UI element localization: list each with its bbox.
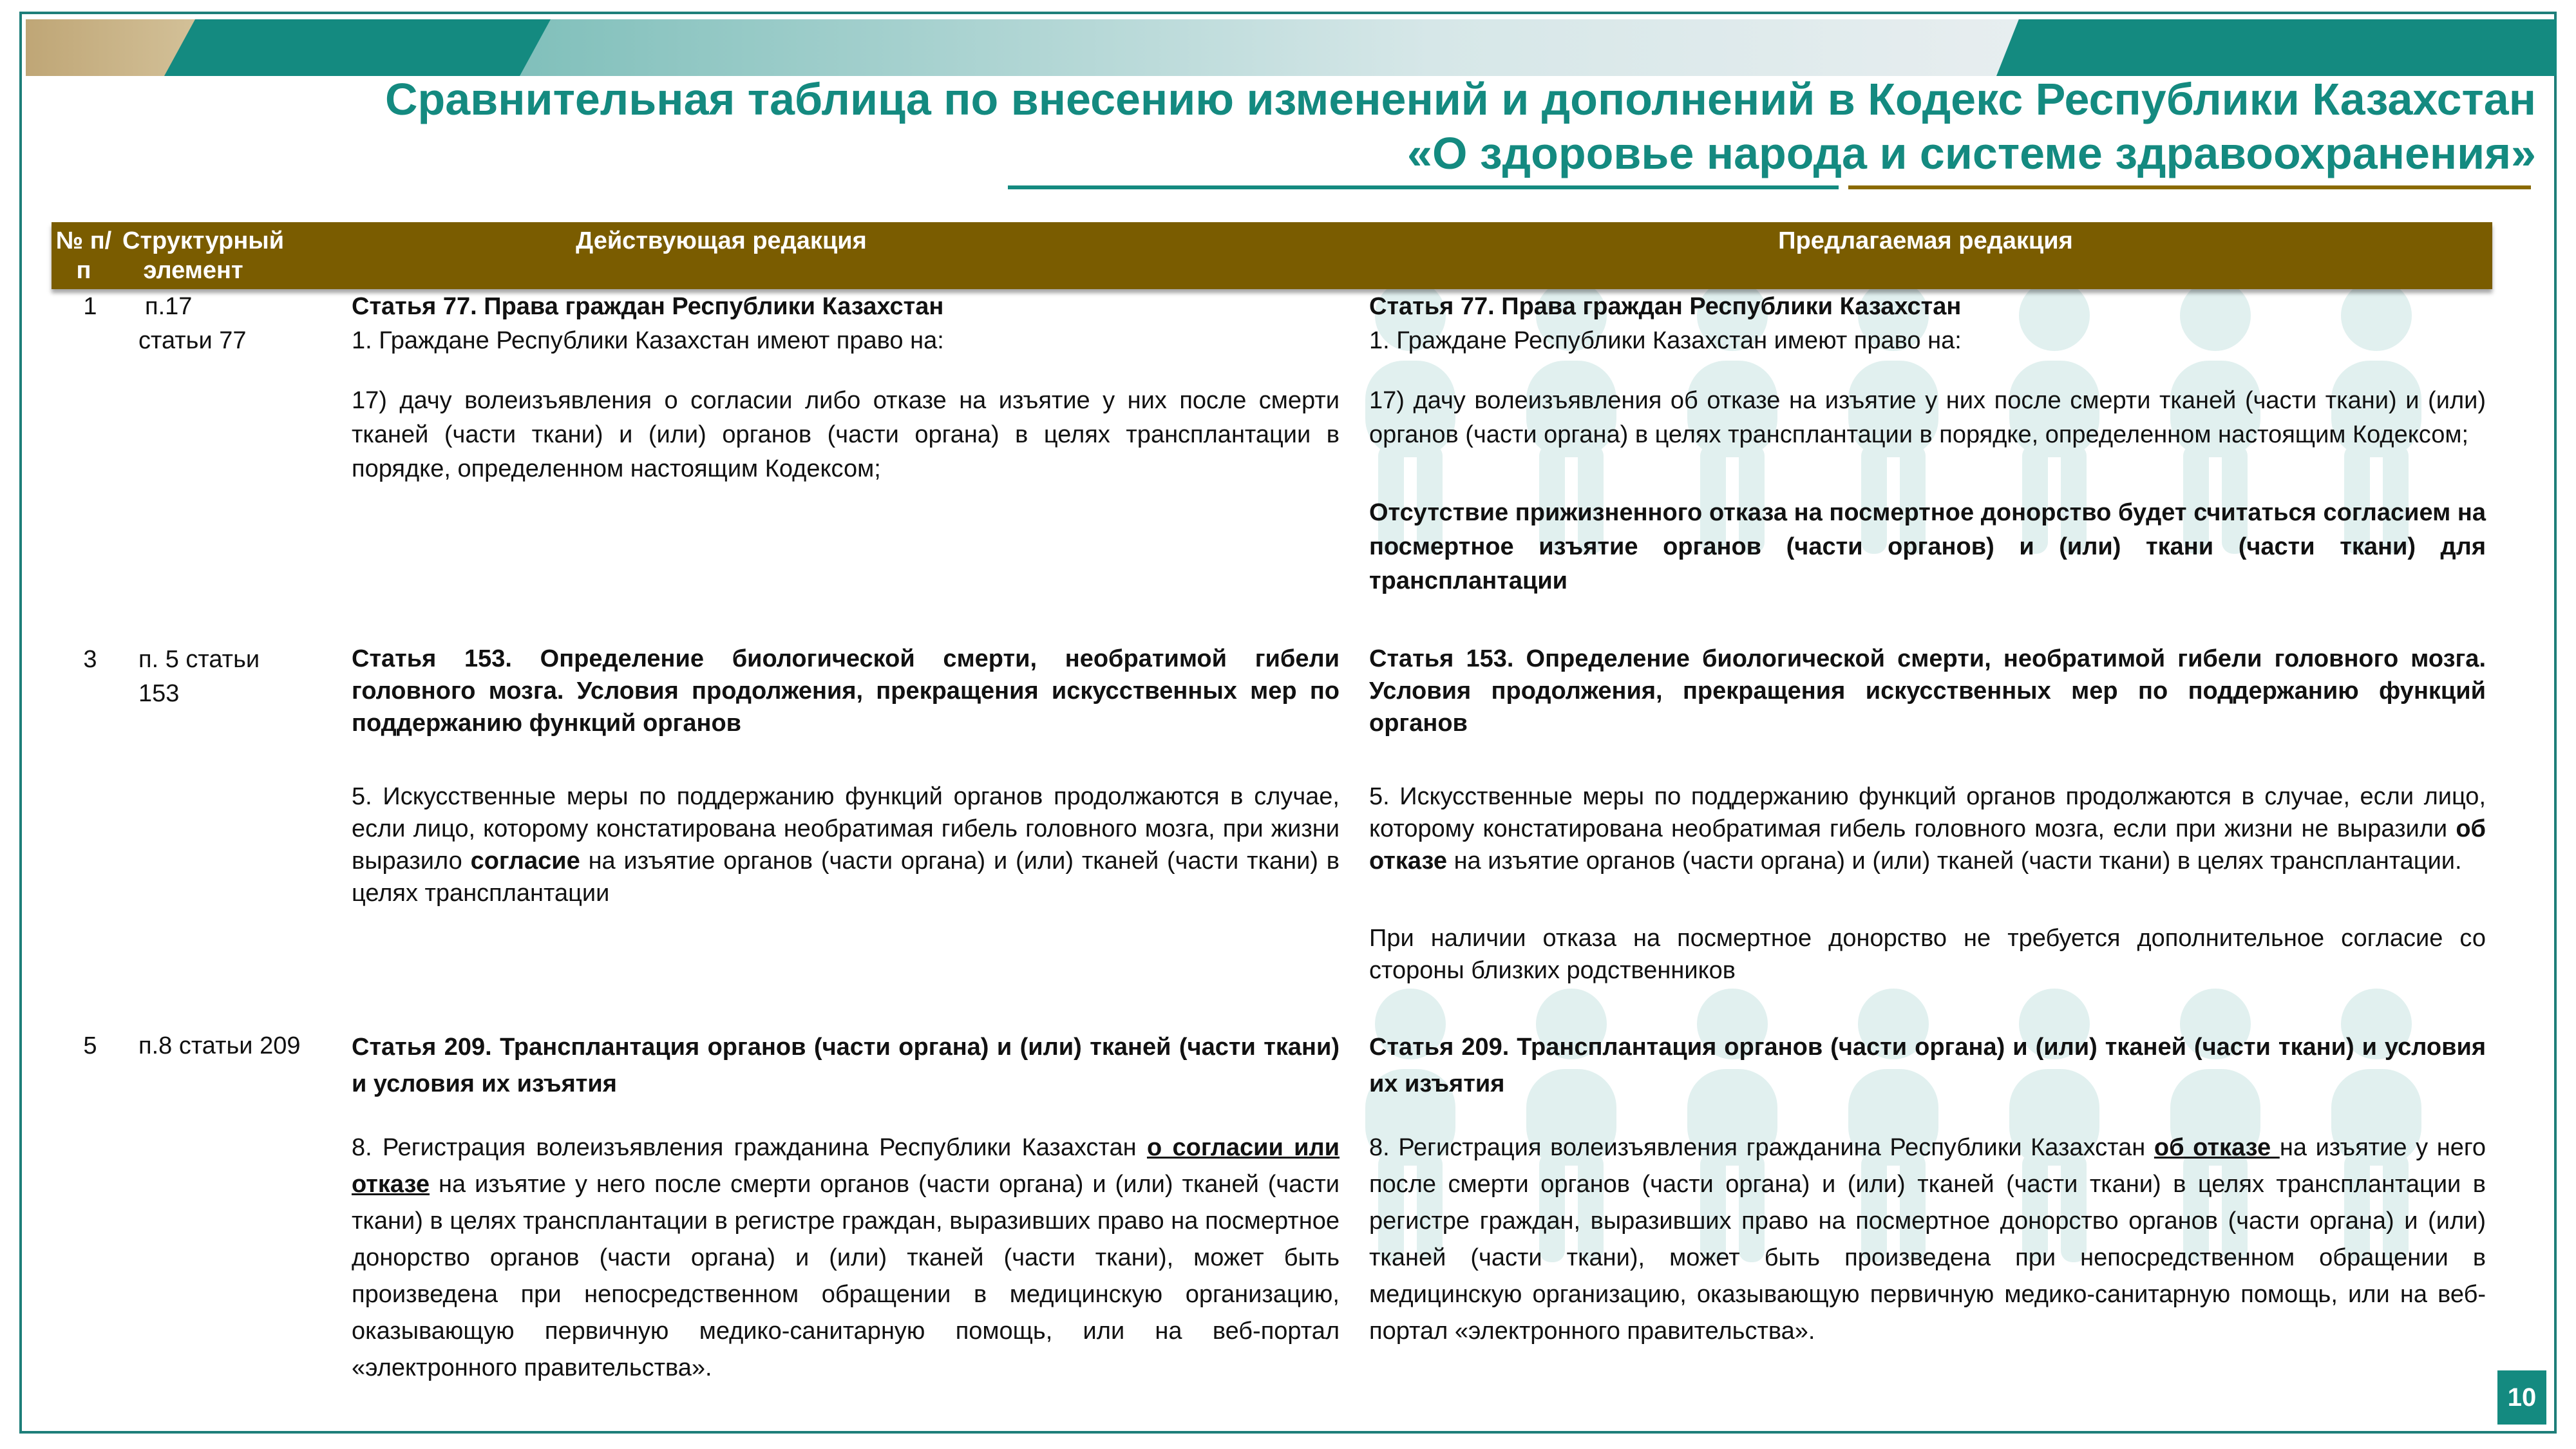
title-line-1: Сравнительная таблица по внесению изменений и дополнений в Кодекс Республики Казахстан [384, 74, 2536, 124]
paragraph [1369, 781, 2486, 877]
emphasized-text: об отказе [1369, 815, 2486, 875]
header-number: № п/п [55, 227, 112, 284]
title-underline [1848, 185, 2531, 189]
paragraph: 1. Граждане Республики Казахстан имеют право на: [352, 327, 944, 354]
paragraph [352, 781, 1340, 909]
paragraph: Отсутствие прижизненного отказа на посмертное донорство будет считаться согласием на посмертное изъятие органов (части органов) и (или) ткани (части ткани) для трансплантации [1369, 499, 2486, 594]
paragraph [352, 1130, 1340, 1387]
structural-element [138, 1029, 332, 1063]
proposed-text [1369, 290, 2486, 598]
element-line: статьи 77 [138, 327, 247, 354]
text-fragment: 5. Искусственные меры по поддержанию функций органов продолжаются в случае, если лицо, которому констатирована необратимая гибель головного мозга, при жизни выразило [352, 783, 1340, 875]
element-line: 153 [138, 680, 180, 707]
paragraph [1369, 1130, 2486, 1350]
paragraph: 17) дачу волеизъявления об отказе на изъятие у них после смерти тканей (части ткани) и (или) органов (части органа) в целях трансплантации в порядке, определенном настоящим Кодексом; [1369, 387, 2486, 448]
current-text [352, 643, 1340, 909]
element-line: п.8 статьи 209 [138, 1032, 301, 1059]
article-heading: Статья 153. Определение биологической смерти, необратимой гибели головного мозга. Условия продолжения, прекращения искусственных мер по поддержанию функций органов [352, 645, 1340, 737]
structural-element [138, 290, 332, 358]
proposed-text [1369, 1029, 2486, 1350]
paragraph: 17) дачу волеизъявления о согласии либо отказе на изъятие у них после смерти тканей (части ткани) и (или) органов (части органа) в целях трансплантации в порядке, определенном настоящим Кодексом; [352, 387, 1340, 482]
text-fragment: на изъятие у него после смерти органов (части органа) и (или) тканей (части ткани) в целях трансплантации в регистре граждан, выразивших право на посмертное донорство органов (части органа) и (или) тканей (части ткани), может быть произведена при непосредственном обращении в медицинскую организацию, оказывающую первичную медико-санитарную помощь, или на веб-портал «электронного правительства». [1369, 1134, 2486, 1345]
page-title [385, 72, 2536, 180]
text-fragment: 8. Регистрация волеизъявления гражданина Республики Казахстан [1369, 1134, 2154, 1161]
article-heading: Статья 209. Трансплантация органов (части органа) и (или) тканей (части ткани) и условия их изъятия [352, 1034, 1340, 1097]
header-proposed-version: Предлагаемая редакция [1778, 227, 2073, 254]
row-number: 3 [83, 646, 97, 673]
proposed-text [1369, 643, 2486, 987]
table-header [52, 222, 2492, 289]
article-heading: Статья 77. Права граждан Республики Казахстан [352, 293, 944, 320]
decorative-band [502, 19, 2048, 76]
page-number: 10 [2497, 1370, 2546, 1425]
decorative-band [164, 19, 551, 76]
row-number: 5 [83, 1032, 97, 1059]
title-underline [1008, 185, 1839, 189]
row-number: 1 [83, 293, 97, 320]
text-fragment: 8. Регистрация волеизъявления гражданина Республики Казахстан [352, 1134, 1147, 1161]
emphasized-text: об отказе [2154, 1134, 2280, 1161]
article-heading: Статья 153. Определение биологической смерти, необратимой гибели головного мозга. Условия продолжения, прекращения искусственных мер по поддержанию функций органов [1369, 645, 2486, 737]
element-line: п.17 [145, 293, 193, 320]
element-line: п. 5 статьи [138, 646, 260, 673]
structural-element [138, 643, 332, 711]
article-heading: Статья 209. Трансплантация органов (части органа) и (или) тканей (части ткани) и условия их изъятия [1369, 1034, 2486, 1097]
paragraph: 1. Граждане Республики Казахстан имеют право на: [1369, 327, 1962, 354]
header-current-version: Действующая редакция [576, 227, 867, 254]
paragraph: При наличии отказа на посмертное донорство не требуется дополнительное согласие со стороны близких родственников [1369, 925, 2486, 984]
decorative-band [1996, 19, 2557, 76]
current-text [352, 1029, 1340, 1387]
emphasized-text: согласие [470, 848, 580, 875]
current-text [352, 290, 1340, 486]
header-structural-element: Структурный элемент [122, 227, 285, 284]
article-heading: Статья 77. Права граждан Республики Казахстан [1369, 293, 1962, 320]
text-fragment: на изъятие органов (части органа) и (или) тканей (части ткани) в целях трансплантации. [1447, 848, 2462, 875]
text-fragment: на изъятие органов (части органа) и (или) тканей (части ткани) в целях трансплантации [352, 848, 1340, 907]
emphasized-text: о согласии или отказе [352, 1134, 1340, 1198]
text-fragment: на изъятие у него после смерти органов (части органа) и (или) тканей (части ткани) в целях трансплантации в регистре граждан, выразивших право на посмертное донорство органов (части органа) и (или) тканей (части ткани), может быть произведена при непосредственном обращении в медицинскую организацию, оказывающую первичную медико-санитарную помощь, или на веб-портал «электронного правительства». [352, 1171, 1340, 1381]
text-fragment: 5. Искусственные меры по поддержанию функций органов продолжаются в случае, если лицо, которому констатирована необратимая гибель головного мозга, если при жизни не выразили [1369, 783, 2486, 842]
title-line-2: «О здоровье народа и системе здравоохранения» [1407, 128, 2536, 178]
